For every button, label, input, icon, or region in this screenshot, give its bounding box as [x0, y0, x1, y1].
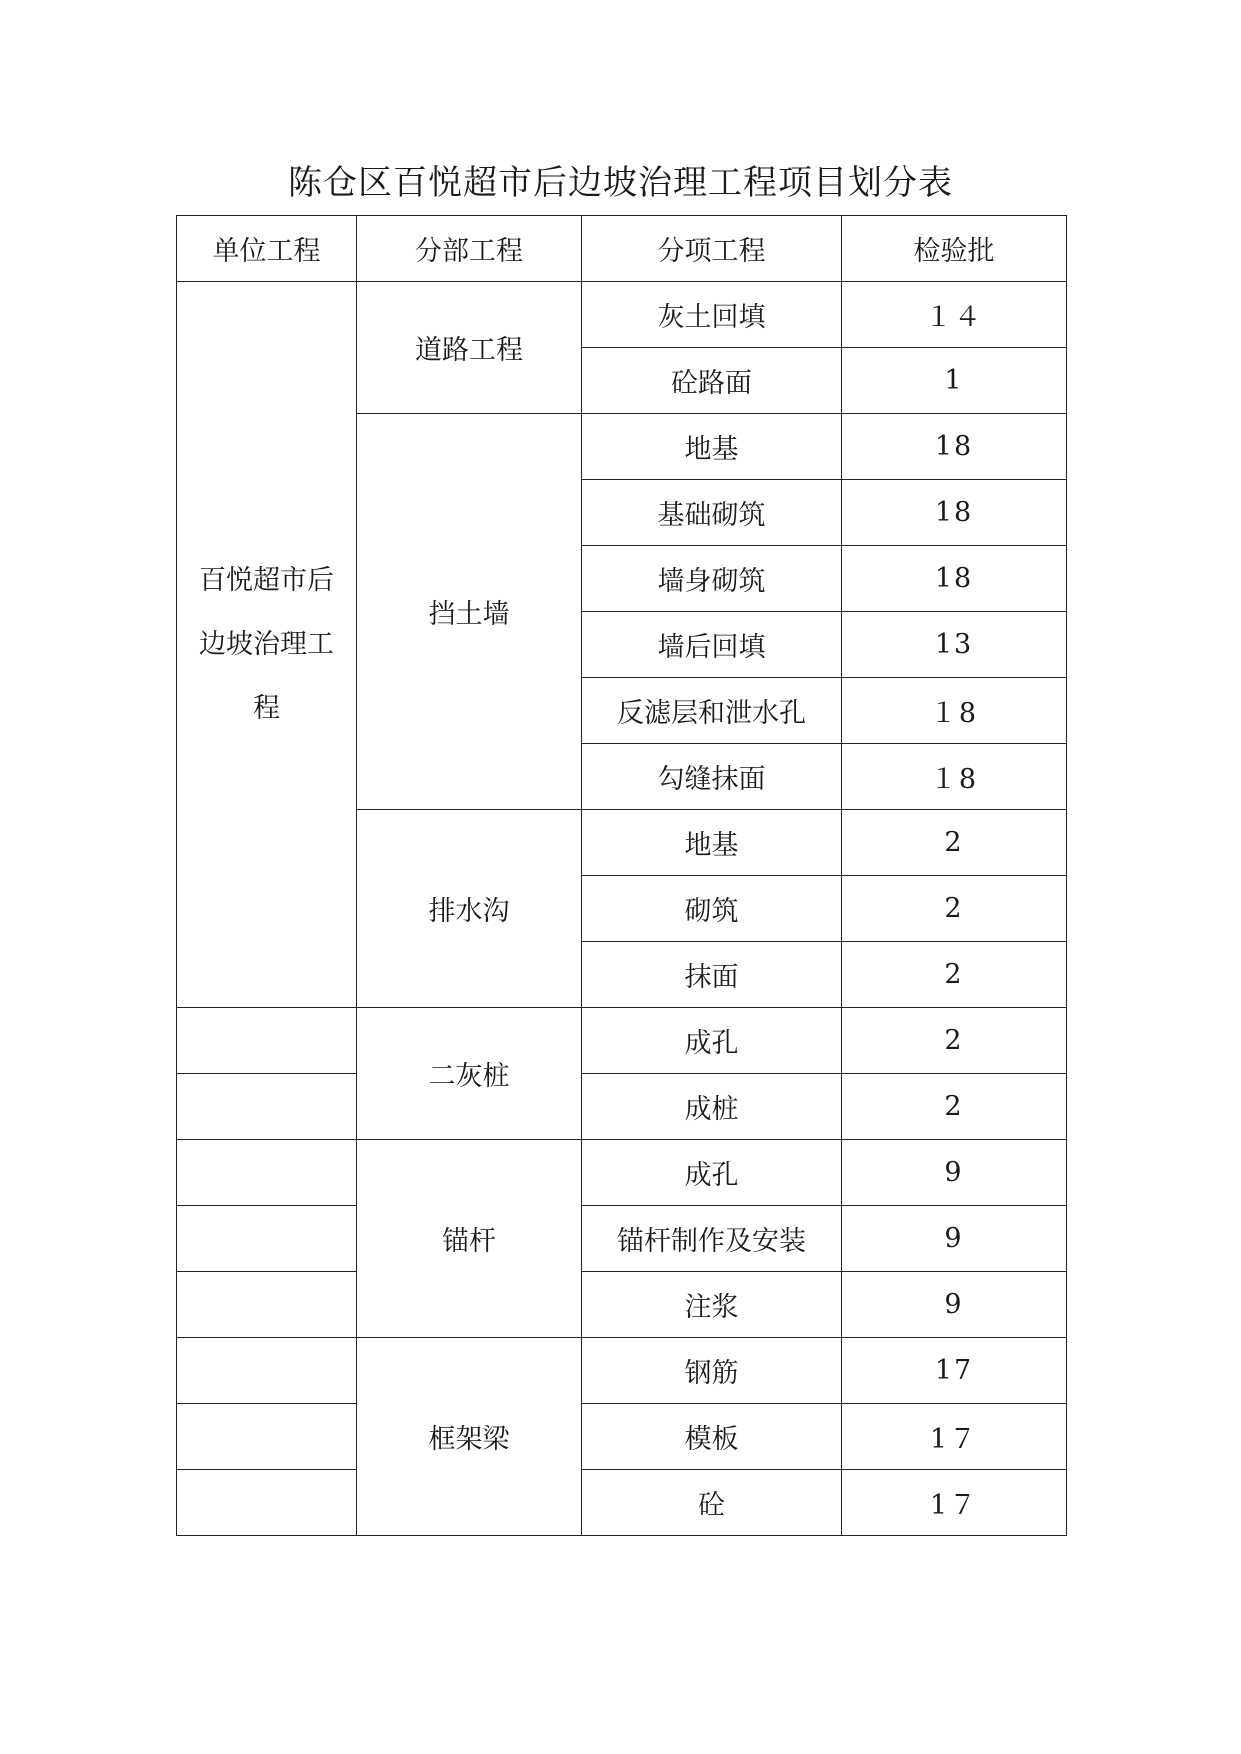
empty-unit-cell	[177, 1470, 357, 1536]
division-cell-lime-pile: 二灰桩	[357, 1008, 582, 1140]
batch-cell: 17	[842, 1338, 1067, 1404]
empty-unit-cell	[177, 1140, 357, 1206]
empty-unit-cell	[177, 1206, 357, 1272]
batch-cell: 1７	[842, 1404, 1067, 1470]
division-cell-retaining-wall: 挡土墙	[357, 414, 582, 810]
table-row	[177, 1404, 1067, 1470]
item-cell: 成孔	[582, 1140, 842, 1206]
header-unit-project: 单位工程	[177, 216, 357, 282]
table-row	[177, 1206, 1067, 1272]
item-cell: 墙身砌筑	[582, 546, 842, 612]
item-cell: 墙后回填	[582, 612, 842, 678]
item-cell: 砼路面	[582, 348, 842, 414]
header-item-project: 分项工程	[582, 216, 842, 282]
item-cell: 锚杆制作及安装	[582, 1206, 842, 1272]
batch-cell: 18	[842, 546, 1067, 612]
batch-cell: 2	[842, 1074, 1067, 1140]
table-header-row	[177, 216, 1067, 282]
batch-cell: １8	[842, 678, 1067, 744]
batch-cell: １8	[842, 744, 1067, 810]
page-title: 陈仓区百悦超市后边坡治理工程项目划分表	[288, 163, 953, 203]
item-cell: 反滤层和泄水孔	[582, 678, 842, 744]
batch-cell: 9	[842, 1206, 1067, 1272]
empty-unit-cell	[177, 1074, 357, 1140]
batch-cell: 1７	[842, 1470, 1067, 1536]
table-row	[177, 1008, 1067, 1074]
item-cell: 注浆	[582, 1272, 842, 1338]
division-cell-road: 道路工程	[357, 282, 582, 414]
table-row	[177, 1470, 1067, 1536]
item-cell: 砌筑	[582, 876, 842, 942]
header-division-project: 分部工程	[357, 216, 582, 282]
batch-cell: 2	[842, 810, 1067, 876]
batch-cell: 18	[842, 480, 1067, 546]
item-cell: 勾缝抹面	[582, 744, 842, 810]
batch-cell: 13	[842, 612, 1067, 678]
table-row	[177, 1074, 1067, 1140]
item-cell: 成孔	[582, 1008, 842, 1074]
item-cell: 抹面	[582, 942, 842, 1008]
batch-cell: 2	[842, 876, 1067, 942]
batch-cell: 9	[842, 1272, 1067, 1338]
batch-cell: 9	[842, 1140, 1067, 1206]
item-cell: 钢筋	[582, 1338, 842, 1404]
item-cell: 地基	[582, 414, 842, 480]
item-cell: 成桩	[582, 1074, 842, 1140]
batch-cell: 2	[842, 942, 1067, 1008]
division-cell-frame-beam: 框架梁	[357, 1338, 582, 1536]
item-cell: 灰土回填	[582, 282, 842, 348]
project-division-table	[176, 215, 1067, 1536]
empty-unit-cell	[177, 1008, 357, 1074]
item-cell: 地基	[582, 810, 842, 876]
item-cell: 砼	[582, 1470, 842, 1536]
empty-unit-cell	[177, 1272, 357, 1338]
item-cell: 基础砌筑	[582, 480, 842, 546]
header-inspection-batch: 检验批	[842, 216, 1067, 282]
table-row	[177, 1140, 1067, 1206]
batch-cell: 18	[842, 414, 1067, 480]
batch-cell: 2	[842, 1008, 1067, 1074]
table-row	[177, 1338, 1067, 1404]
batch-cell: １４	[842, 282, 1067, 348]
empty-unit-cell	[177, 1404, 357, 1470]
batch-cell: 1	[842, 348, 1067, 414]
table-row	[177, 1272, 1067, 1338]
unit-project-cell: 百悦超市后边坡治理工程	[177, 282, 357, 1008]
division-cell-drain: 排水沟	[357, 810, 582, 1008]
table-row	[177, 282, 1067, 348]
empty-unit-cell	[177, 1338, 357, 1404]
item-cell: 模板	[582, 1404, 842, 1470]
division-cell-anchor: 锚杆	[357, 1140, 582, 1338]
